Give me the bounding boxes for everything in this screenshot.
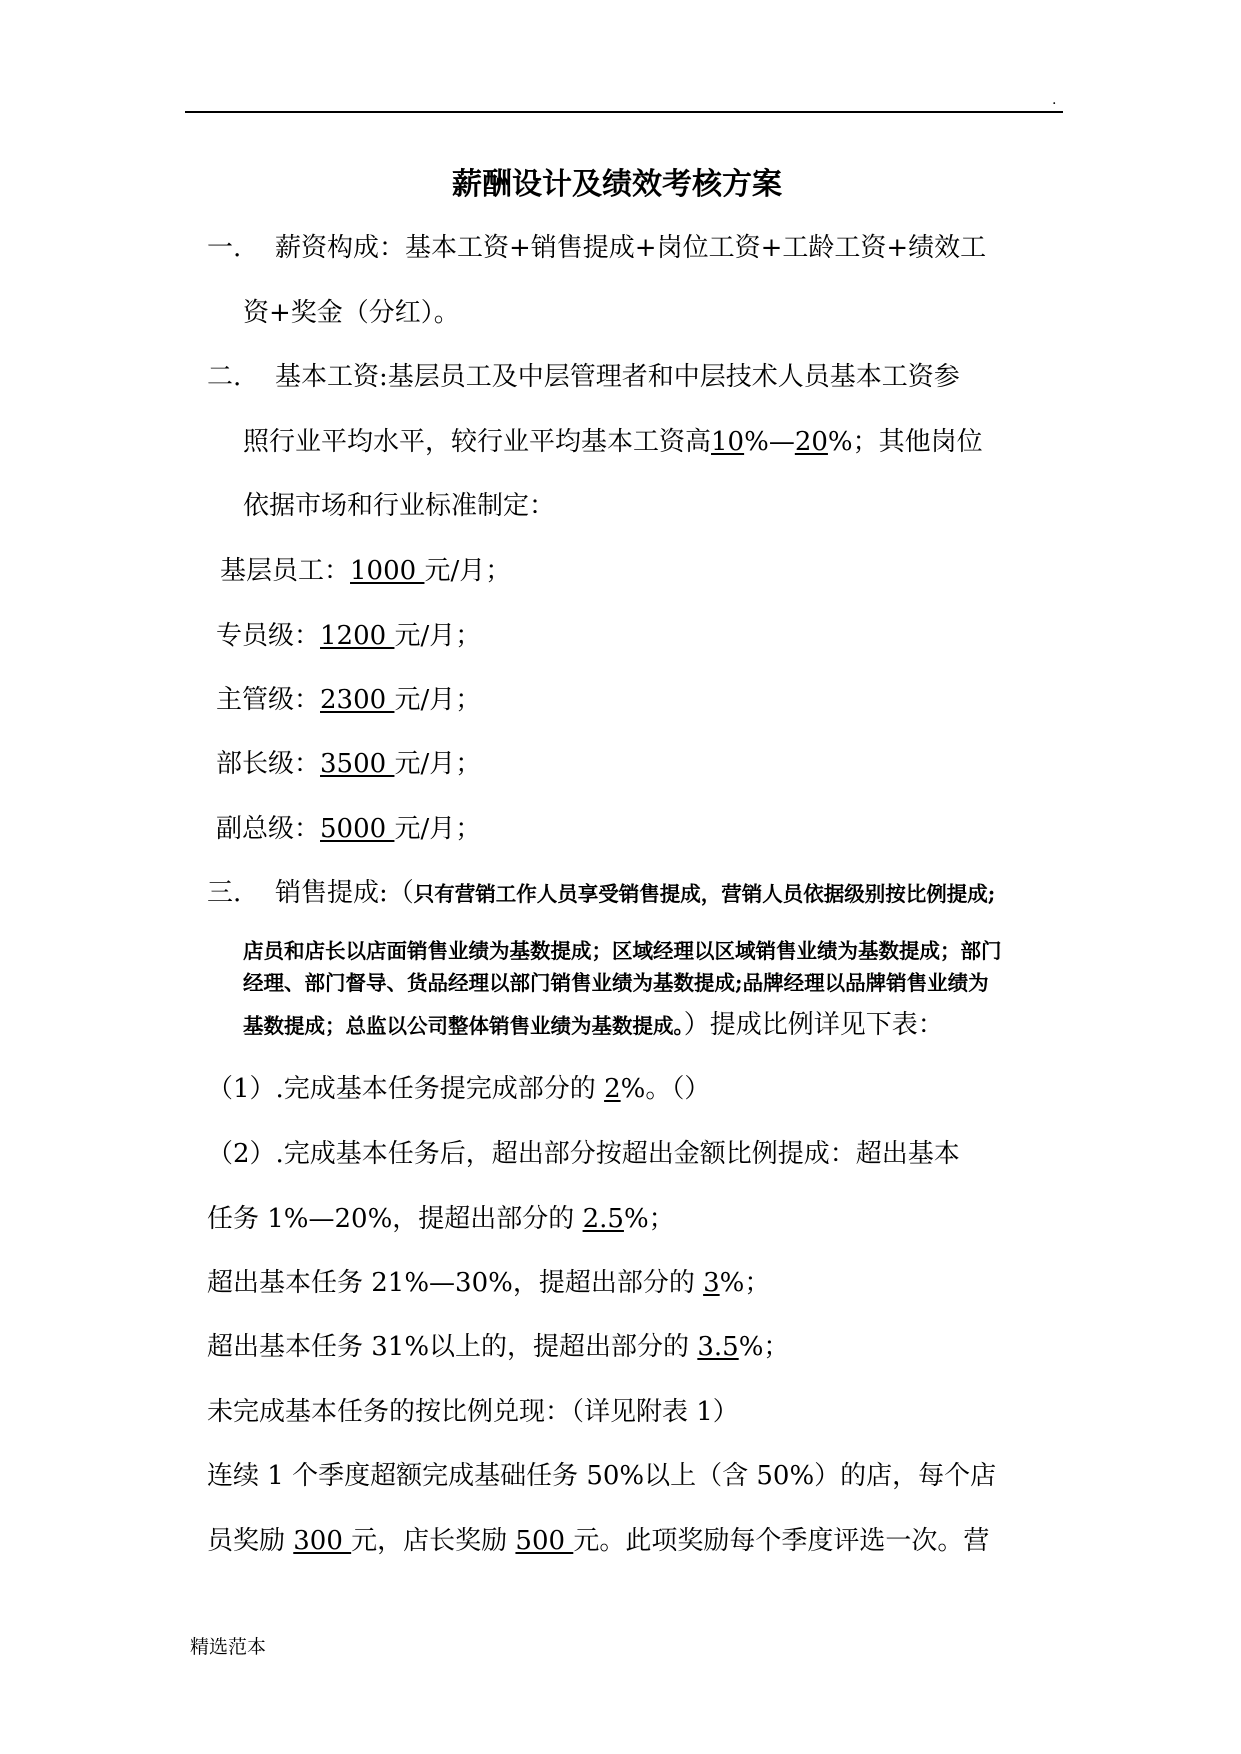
reward-value: 500 <box>515 1526 574 1556</box>
section-3-line-4: 基数提成；总监以公司整体销售业绩为基数提成。）提成比例详见下表： <box>243 1010 944 1040</box>
header-rule <box>185 111 1063 113</box>
section-3-line-1: 销售提成:（只有营销工作人员享受销售提成，营销人员依据级别按比例提成; <box>275 878 996 908</box>
salary-level-row: 主管级：2300 元/月； <box>216 685 482 715</box>
section-3-line-2: 店员和店长以店面销售业绩为基数提成；区域经理以区域销售业绩为基数提成；部门 <box>243 939 1002 963</box>
salary-value: 1000 <box>350 556 425 586</box>
section-3-number: 三. <box>207 878 242 908</box>
salary-value: 3500 <box>320 749 395 779</box>
salary-value: 1200 <box>320 621 395 651</box>
rule-2-line-2: 任务 1%—20%，提超出部分的 2.5%； <box>207 1204 675 1234</box>
salary-value: 5000 <box>320 814 395 844</box>
section-2-line-3: 依据市场和行业标准制定： <box>243 491 556 521</box>
salary-level-row: 基层员工：1000 元/月； <box>220 556 512 586</box>
section-2-number: 二. <box>207 362 242 392</box>
header-mark: . <box>1052 92 1057 108</box>
document-title: 薪酬设计及绩效考核方案 <box>452 167 782 202</box>
rule-6-line-1: 连续 1 个季度超额完成基础任务 50%以上（含 50%）的店，每个店 <box>207 1461 997 1491</box>
rule-4: 超出基本任务 31%以上的，提超出部分的 3.5%； <box>207 1332 790 1362</box>
rate-value: 2 <box>604 1074 621 1104</box>
rule-6-line-2: 员奖励 300 元，店长奖励 500 元。此项奖励每个季度评选一次。营 <box>207 1526 990 1556</box>
section-2-line-1: 基本工资:基层员工及中层管理者和中层技术人员基本工资参 <box>275 362 960 392</box>
salary-value: 2300 <box>320 685 395 715</box>
section-3-line-3: 经理、部门督导、货品经理以部门销售业绩为基数提成;品牌经理以品牌销售业绩为 <box>243 971 989 995</box>
salary-level-row: 副总级：5000 元/月； <box>216 814 482 844</box>
rule-1: （1）.完成基本任务提完成部分的 2%。（） <box>207 1074 711 1104</box>
rate-value: 3 <box>703 1268 720 1298</box>
value-20: 20 <box>794 427 828 457</box>
section-1-number: 一. <box>207 233 242 263</box>
rule-2-line-1: （2）.完成基本任务后，超出部分按超出金额比例提成：超出基本 <box>207 1139 960 1169</box>
page-footer: 精选范本 <box>190 1636 267 1658</box>
rule-5: 未完成基本任务的按比例兑现：（详见附表 1） <box>207 1397 739 1427</box>
value-10: 10 <box>711 427 745 457</box>
rate-value: 2.5 <box>582 1204 624 1234</box>
salary-level-row: 部长级：3500 元/月； <box>216 749 482 779</box>
reward-value: 300 <box>293 1526 352 1556</box>
salary-level-row: 专员级：1200 元/月； <box>216 621 482 651</box>
section-1-line-2: 资+奖金（分红）。 <box>243 298 460 328</box>
rate-value: 3.5 <box>697 1332 739 1362</box>
section-2-line-2: 照行业平均水平，较行业平均基本工资高10%—20%；其他岗位 <box>243 427 983 457</box>
rule-3: 超出基本任务 21%—30%，提超出部分的 3%； <box>207 1268 771 1298</box>
section-1-line-1: 薪资构成：基本工资+销售提成+岗位工资+工龄工资+绩效工 <box>275 233 987 263</box>
